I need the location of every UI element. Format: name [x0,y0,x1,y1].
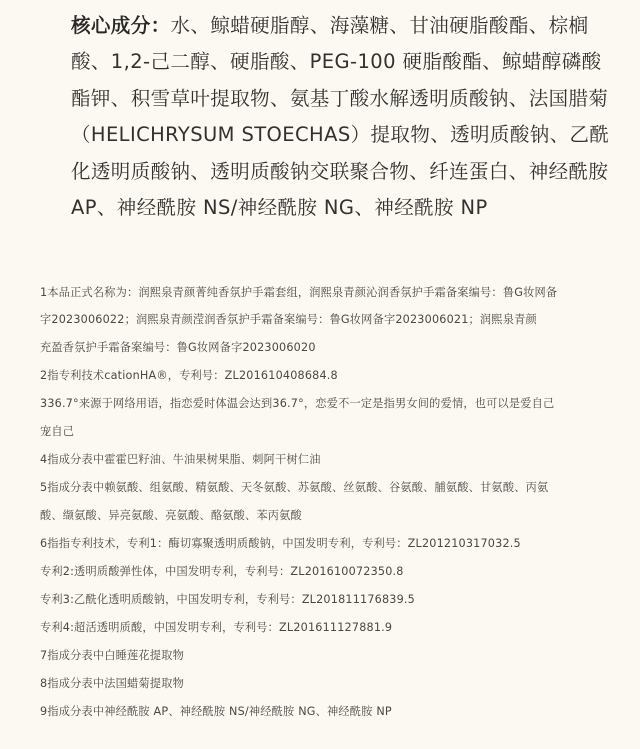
footnote-line: 9指成分表中神经酰胺 AP、神经酰胺 NS/神经酰胺 NG、神经酰胺 NP [40,705,392,718]
footnote-line: 酸、缬氨酸、异亮氨酸、亮氨酸、酪氨酸、苯丙氨酸 [40,509,302,522]
core-ingredients-text: 水、鲸蜡硬脂醇、海藻糖、甘油硬脂酸酯、棕榈酸、1,2-己二醇、硬脂酸、PEG-100 硬脂酸酯、鲸蜡醇磷酸酯钾、积雪草叶提取物、氨基丁酸水解透明质酸钠、法国腊菊（HELICHRYSUM STOECHAS）提取物、透明质酸钠、乙酰化透明质酸钠、透明质酸钠交联聚合物、纤连蛋白、神经酰胺AP、神经酰胺 NS/神经酰胺 NG、神经酰胺 NP [71,14,610,220]
footnote-line: 6指指专利技术，专利1：酶切寡聚透明质酸钠，中国发明专利，专利号：ZL201210317032.5 [40,537,521,550]
footnote-line: 2指专利技术cationHA®，专利号：ZL201610408684.8 [40,369,338,382]
footnote-line: 充盈香氛护手霜备案编号：鲁G妆网备字2023006020 [40,341,316,354]
footnote-line: 专利3:乙酰化透明质酸钠，中国发明专利，专利号：ZL201811176839.5 [40,593,415,606]
footnote-line: 专利2:透明质酸弹性体，中国发明专利，专利号：ZL201610072350.8 [40,565,404,578]
footnote-line: 4指成分表中霍霍巴籽油、牛油果树果脂、刺阿干树仁油 [40,453,321,466]
footnote-line: 8指成分表中法国蜡菊提取物 [40,677,184,690]
footnote-line: 1本品正式名称为：润熙泉青颜菁纯香氛护手霜套组，润熙泉青颜沁润香氛护手霜备案编号：鲁G妆网备 [40,286,558,299]
footnote-line: 336.7°来源于网络用语，指恋爱时体温会达到36.7°，恋爱不一定是指男女间的爱情，也可以是爱自己 [40,397,555,410]
footnote-line: 7指成分表中白睡莲花提取物 [40,649,184,662]
footnote-line: 字2023006022；润熙泉青颜滢润香氛护手霜备案编号：鲁G妆网备字2023006021；润熙泉青颜 [40,313,537,326]
footnote-line: 宠自己 [40,425,75,438]
core-ingredients-label: 核心成分： [71,14,171,37]
core-ingredients-paragraph [71,8,611,226]
footnote-line: 专利4:超活透明质酸，中国发明专利，专利号：ZL201611127881.9 [40,621,393,634]
footnote-line: 5指成分表中赖氨酸、组氨酸、精氨酸、天冬氨酸、苏氨酸、丝氨酸、谷氨酸、脯氨酸、甘氨酸、丙氨 [40,481,549,494]
